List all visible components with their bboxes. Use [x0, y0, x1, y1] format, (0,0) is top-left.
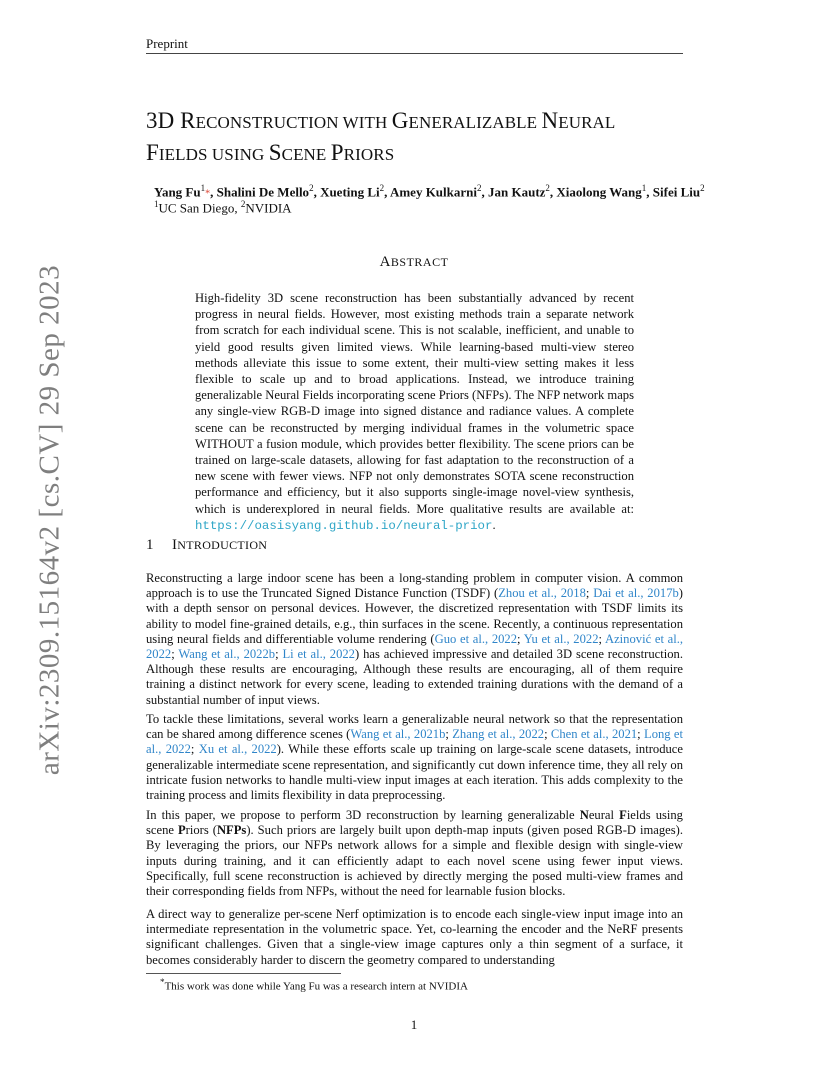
running-header: Preprint	[146, 36, 188, 51]
header-rule	[146, 53, 683, 54]
title-part: RIORS	[343, 145, 395, 164]
author-name: Xiaolong Wang	[556, 184, 642, 200]
author-name: Yang Fu	[154, 184, 201, 200]
author-name: Shalini De Mello	[216, 184, 310, 200]
text-run: N	[579, 808, 589, 822]
text-run: ;	[517, 631, 524, 646]
title-part: EURAL	[558, 113, 616, 132]
text-run: ;	[585, 586, 594, 601]
footnote-rule	[146, 973, 341, 974]
paragraph-1	[146, 571, 683, 708]
citation-link[interactable]: Chen et al., 2021	[550, 727, 638, 742]
paper-title	[146, 106, 706, 170]
paragraph-4	[146, 907, 683, 968]
title-part: N	[541, 108, 559, 133]
title-part: CENE	[281, 145, 331, 164]
footnote-mark[interactable]: *	[205, 188, 211, 200]
arxiv-stamp: arXiv:2309.15164v2 [cs.CV] 29 Sep 2023	[33, 264, 66, 776]
text-run: ields using scene	[146, 808, 683, 838]
citation-link[interactable]: Wang et al., 2021b	[350, 727, 446, 742]
abstract-text: High-fidelity 3D scene reconstruction has been substantially advanced by recent progress in neural fields. However, most existing methods train a separate network from scratch for each individual scene. This is not scalable, inefficient, and unable to yield good results given limited views. While learning-based multi-view stereo methods alleviate this issue to some extent, their multi-view setting makes it less flexible to scale up and to broad applications. Instead, we introduce training generalizable Neural Fields incorporating scene Priors (NFPs). The NFP network maps any single-view RGB-D image into signed distance and radiance values. A complete scene can be reconstructed by merging individual frames in the volumetric space WITHOUT a fusion module, which provides better flexibility. The scene priors can be trained on large-scale datasets, allowing for fast adaptation to the reconstruction of a new scene with fewer views. NFP not only demonstrates SOTA scene reconstruction performance and efficiency, but it also supports single-image novel-view synthesis, which is underexplored in neural fields. More qualitative results are available at: https://oasisyang.github.io/neural-prior.	[195, 291, 634, 533]
title-part: S	[268, 140, 282, 165]
text-run: In this paper, we propose to perform 3D reconstruction by learning generalizable	[146, 808, 580, 822]
abstract-heading: ABSTRACT	[379, 254, 449, 270]
title-part: G	[391, 108, 409, 133]
title-part: F	[146, 140, 159, 165]
citation-link[interactable]: Dai et al., 2017b	[593, 586, 679, 601]
section-heading: 1 INTRODUCTION	[146, 537, 268, 553]
text-run: ) with a depth sensor on personal devices. However, the discretized representation with TSDF limits its ability to model fine-grained details, e.g., thin surfaces in the scene. Recently, a continuous representation using neural fields and differentiable volume rendering (	[146, 586, 683, 646]
citation-link[interactable]: Zhang et al., 2022	[452, 727, 545, 742]
title-part: 3D R	[146, 108, 196, 133]
text-run: F	[619, 808, 627, 822]
page-number: 1	[410, 1017, 418, 1032]
affiliation-name: UC San Diego,	[158, 200, 241, 216]
text-run: ;	[190, 742, 199, 757]
text-run: A direct way to generalize per-scene Nerf optimization is to encode each single-view input image into an intermediate representation in the volumetric space. Yet, co-learning the encoder and the NeRF presents significant challenges. Given that a single-view image captures only a thin segment of a surface, it becomes considerably harder to discern the geometry compared to understanding	[146, 907, 683, 967]
text-run: ). While these efforts scale up training on large-scale scene datasets, introduce generalizable intermediate scene representation, and significantly cut down inference time, they all rely on intricate fusion networks to handle multi-view input images at each iteration. This adds complexity to the training process and limits flexibility in data preprocessing.	[146, 742, 683, 803]
text-run: ) has achieved impressive and detailed 3D scene reconstruction. Although these results are encouraging, Although these results are encouraging, all of them require training a distinct network for every scene, leading to extended training durations with the demand of a substantial number of input views.	[146, 647, 683, 707]
author-list: Yang Fu$^1$*, Shalini De Mello$^2$, Xueting Li$^2$, Amey Kulkarni$^2$, Jan Kautz$^2$, Xiaolong Wang$^1$, Sifei Liu$^2$	[154, 183, 705, 200]
text-run: NFPs	[216, 823, 247, 838]
text-run: riors (	[185, 823, 217, 838]
text-run: ;	[445, 727, 453, 742]
citation-link[interactable]: Guo et al., 2022	[434, 631, 518, 646]
project-link[interactable]: https://oasisyang.github.io/neural-prior	[195, 518, 493, 533]
affiliations: $^1$UC San Diego, $^2$NVIDIA	[154, 199, 292, 216]
citation-link[interactable]: Zhou et al., 2018	[498, 586, 586, 601]
citation-link[interactable]: Azinović et al., 2022	[146, 631, 684, 662]
text-run: ;	[637, 727, 645, 742]
paragraph-3	[146, 808, 683, 899]
text-run: ). Such priors are largely built upon depth-map inputs (given posed RGB-D images). By leveraging the priors, our NFPs network allows for a simple and flexible design with single-view inputs during training, and it can efficiently adapt to each novel scene using fewer input views. Specifically, full scene reconstruction is achieved by directly merging the posed multi-view frames and their corresponding fields from NFPs, without the need for learnable fusion blocks.	[146, 823, 683, 899]
citation-link[interactable]: Li et al., 2022	[282, 647, 355, 662]
paragraph-2	[146, 712, 683, 803]
text-run: ;	[171, 647, 179, 662]
text-run: To tackle these limitations, several works learn a generalizable neural network so that the representation can be shared among difference scenes (	[146, 712, 683, 742]
author-name: Amey Kulkarni	[389, 184, 477, 200]
title-part: P	[330, 140, 344, 165]
title-part: ENERALIZABLE	[408, 113, 542, 132]
citation-link[interactable]: Xu et al., 2022	[198, 742, 277, 757]
title-part: ECONSTRUCTION WITH	[195, 113, 392, 132]
text-run: ;	[275, 647, 283, 662]
text-run: eural	[588, 808, 620, 822]
abstract-body: High-fidelity 3D scene reconstruction has been substantially advanced by recent progress in neural fields. However, most existing methods train a separate network from scratch for each individual scene. This is not scalable, inefficient, and unable to yield good results given limited views. While learning-based multi-view stereo methods alleviate this issue to some extent, their multi-view setting makes it less flexible to scale up and to broad applications. Instead, we introduce training generalizable Neural Fields incorporating scene Priors (NFPs). The NFP network maps any single-view RGB-D image into signed distance and radiance values. A complete scene can be reconstructed by merging individual frames in the volumetric space WITHOUT a fusion module, which provides better flexibility. The scene priors can be trained on large-scale datasets, allowing for fast adaptation to the reconstruction of a new scene with fewer views. NFP not only demonstrates SOTA scene reconstruction performance and efficiency, but it also supports single-image novel-view synthesis, which is underexplored in neural fields. More qualitative results are available at:	[195, 291, 634, 516]
author-name: Jan Kautz	[488, 184, 546, 200]
footnote: *This work was done while Yang Fu was a research intern at NVIDIA	[160, 977, 468, 993]
affiliation-name: NVIDIA	[245, 200, 292, 216]
author-name: Xueting Li	[320, 184, 380, 200]
author-name: Sifei Liu	[652, 184, 701, 200]
text-run: ;	[544, 727, 551, 742]
text-run: Reconstructing a large indoor scene has been a long-standing problem in computer vision. A common approach is to use the Truncated Signed Distance Function (TSDF) (	[146, 571, 683, 601]
text-run: P	[177, 823, 186, 838]
citation-link[interactable]: Yu et al., 2022	[523, 631, 599, 646]
citation-link[interactable]: Wang et al., 2022b	[178, 647, 276, 662]
citation-link[interactable]: Long et al., 2022	[146, 727, 684, 757]
text-run: ;	[598, 631, 605, 646]
title-part: IELDS USING	[158, 145, 269, 164]
